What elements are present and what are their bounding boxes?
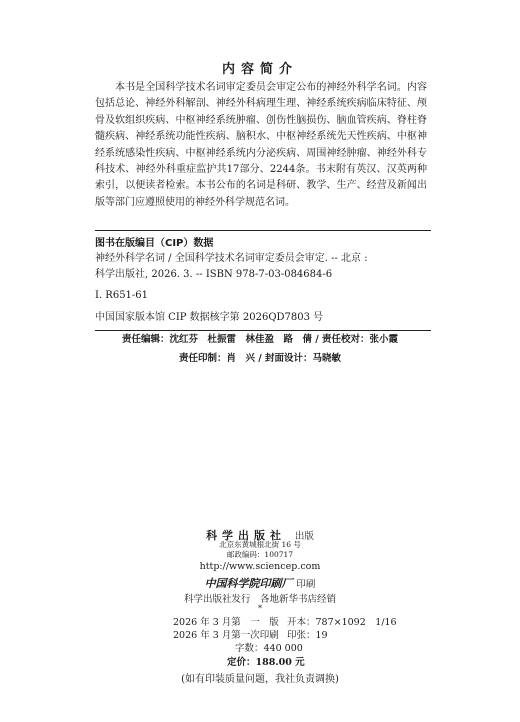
publisher-name: 科学出版社 bbox=[206, 529, 287, 542]
cip-line-2: 科学出版社, 2026. 3. -- ISBN 978-7-03-084684-6 bbox=[95, 268, 333, 280]
intro-body: 本书是全国科学技术名词审定委员会审定公布的神经外科学名词。内容包括总论、神经外科解剖、神经外科病理生理、神经系统疾病临床特征、颅骨及软组织疾病、中枢神经系统肿瘤、创伤性脑损伤、脑血管疾病、脊柱脊髓疾病、神经系统功能性疾病、脑积水、中枢神经系统先天性疾病、中枢神经系统感染性疾病、中枢神经系统内分泌疾病、周围神经肿瘤、神经外科专科技术、神经外科重症监护共17部分、2244条。书末附有英汉、汉英两种索引，以便读者检索。本书公布的名词是科研、教学、生产、经营及新闻出版等部门应遵照使用的神经外科学规范名词。 bbox=[95, 82, 427, 208]
format-label: 开本：787×1092 1/16 bbox=[287, 617, 397, 628]
cip-top-rule bbox=[95, 230, 431, 231]
printer-suffix: 印刷 bbox=[296, 579, 316, 590]
word-count: 字数：440 000 bbox=[235, 643, 303, 654]
credits-production: 责任印制：肖 兴 / 封面设计：马晓敏 bbox=[178, 353, 342, 364]
publisher-suffix: 出版 bbox=[294, 531, 314, 542]
edition-label: 2026 年 3 月第 一 版 bbox=[173, 617, 279, 628]
cip-classification: Ⅰ. R651-61 bbox=[95, 290, 149, 301]
cip-heading: 图书在版编目（CIP）数据 bbox=[95, 238, 214, 249]
printer-name: 中国科学院印刷厂 bbox=[204, 577, 293, 590]
intro-title: 内容简介 bbox=[221, 62, 298, 77]
price: 定价：188.00 元 bbox=[227, 657, 305, 668]
credits-editors: 责任编辑：沈红芬 杜振雷 林佳盈 路 倩 / 责任校对：张小霞 bbox=[121, 334, 399, 345]
distribution-line: 科学出版社发行 各地新华书店经销 bbox=[183, 594, 336, 605]
separator-star: * bbox=[258, 604, 262, 613]
publisher-address: 北京东黄城根北街 16 号 bbox=[219, 540, 301, 549]
cip-block bbox=[95, 230, 431, 331]
sheets-label: 印张：19 bbox=[287, 630, 328, 641]
quality-notice: (如有印装质量问题，我社负责调换) bbox=[181, 674, 339, 685]
publisher-postcode: 邮政编码：100717 bbox=[226, 550, 294, 559]
printing-label: 2026 年 3 月第一次印刷 bbox=[173, 630, 279, 641]
publisher-website: http://www.sciencep.com bbox=[199, 561, 321, 572]
cip-library-record: 中国国家版本馆 CIP 数据核字第 2026QD7803 号 bbox=[95, 311, 324, 323]
cip-line-1: 神经外科学名词 / 全国科学技术名词审定委员会审定. -- 北京 : bbox=[95, 253, 368, 264]
printer-line bbox=[0, 575, 520, 591]
